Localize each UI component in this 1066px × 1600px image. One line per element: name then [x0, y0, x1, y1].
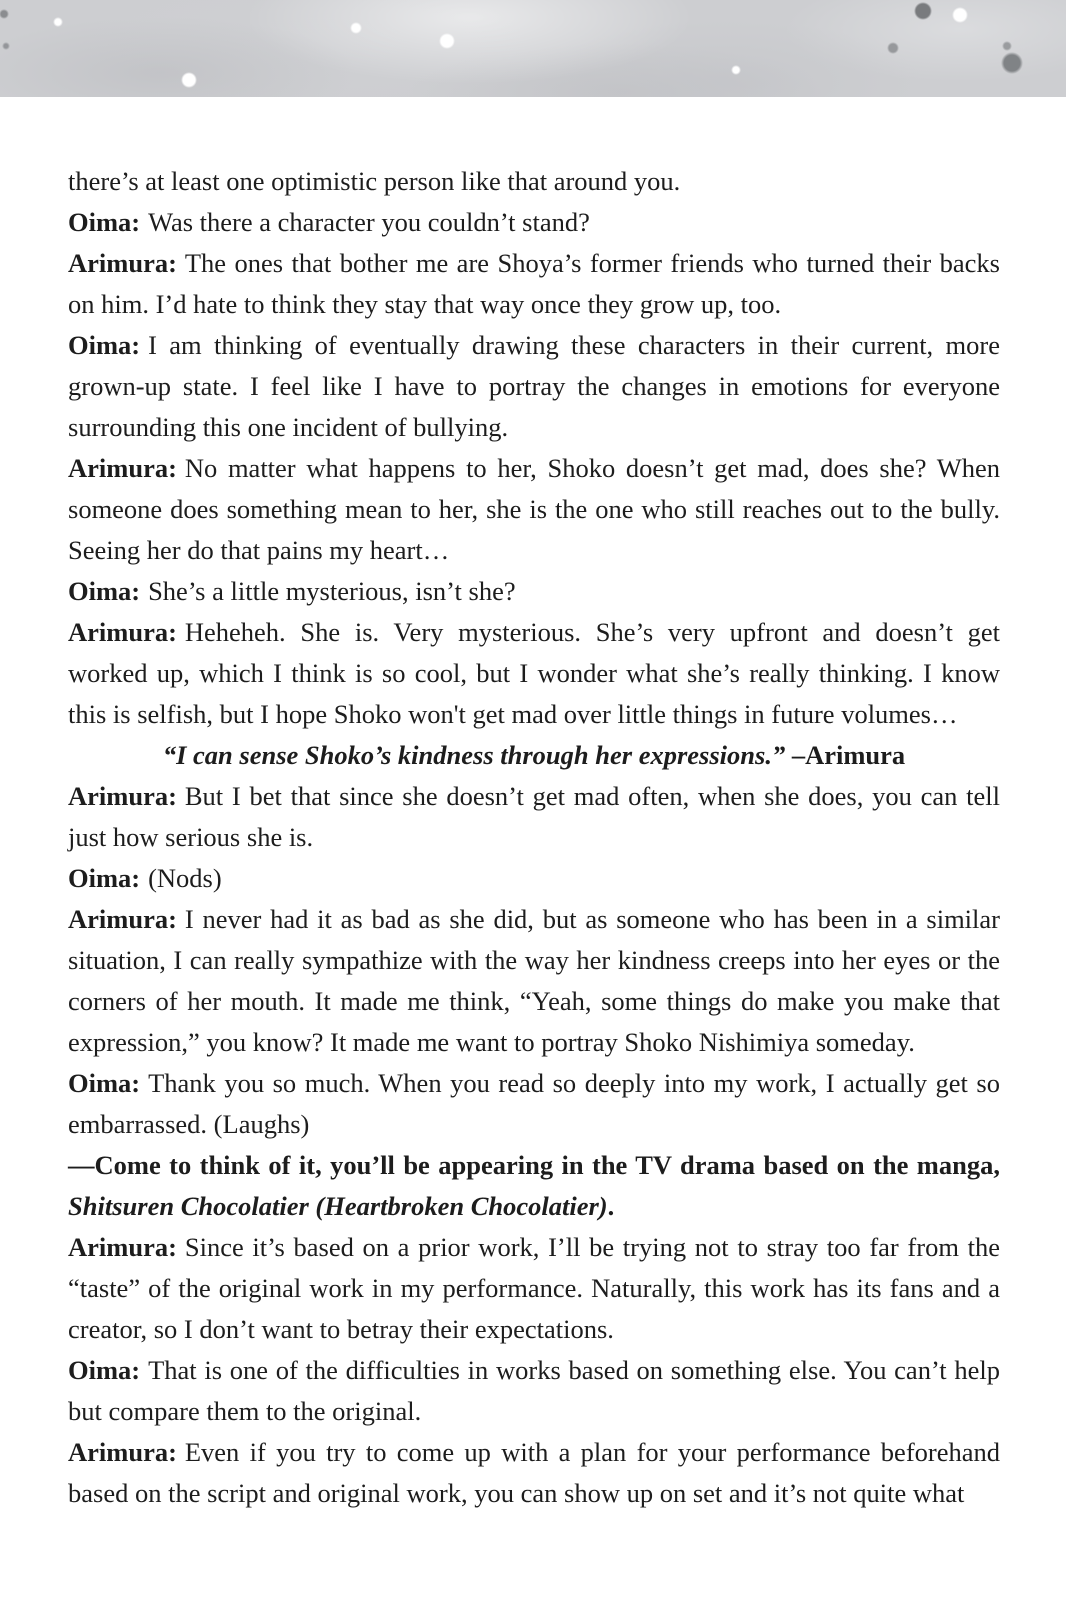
- speaker-name: Arimura:: [68, 1437, 177, 1467]
- pull-quote-text: “I can sense Shoko’s kindness through her expressions.”: [162, 740, 786, 770]
- dialogue-paragraph: [68, 1063, 1000, 1145]
- dialogue-text: That is one of the difficulties in works based on something else. You can’t help but compare them to the original.: [68, 1355, 1000, 1426]
- dialogue-paragraph: [68, 202, 1000, 243]
- speaker-name: Oima:: [68, 1068, 141, 1098]
- speaker-name: Arimura:: [68, 1232, 177, 1262]
- speaker-name: Arimura:: [68, 453, 177, 483]
- dialogue-text: Was there a character you couldn’t stand?: [148, 207, 590, 237]
- dialogue-paragraph: [68, 448, 1000, 571]
- dialogue-text: there’s at least one optimistic person like that around you.: [68, 166, 681, 196]
- speaker-name: Oima:: [68, 576, 141, 606]
- dialogue-paragraph: [68, 571, 1000, 612]
- dialogue-paragraph: [68, 612, 1000, 735]
- dialogue-text: Heheheh. She is. Very mysterious. She’s very upfront and doesn’t get worked up, which I think is so cool, but I wonder what she’s really thinking. I know this is selfish, but I hope Shoko won't get mad over little things in future volumes…: [68, 617, 1000, 729]
- dialogue-paragraph: [68, 858, 1000, 899]
- speaker-name: Oima:: [68, 207, 141, 237]
- speaker-name: Oima:: [68, 330, 141, 360]
- speaker-name: Arimura:: [68, 617, 177, 647]
- dialogue-paragraph: [68, 1227, 1000, 1350]
- work-title: Shitsuren Chocolatier (Heartbroken Chocolatier): [68, 1191, 608, 1221]
- dialogue-paragraph: [68, 161, 1000, 202]
- speaker-name: Arimura:: [68, 781, 177, 811]
- dialogue-paragraph: [68, 325, 1000, 448]
- dialogue-text: Since it’s based on a prior work, I’ll be trying not to stray too far from the “taste” of the original work in my performance. Naturally, this work has its fans and a creator, so I don’t want to betray their expectations.: [68, 1232, 1000, 1344]
- dialogue-text: The ones that bother me are Shoya’s former friends who turned their backs on him. I’d hate to think they stay that way once they grow up, too.: [68, 248, 1000, 319]
- dialogue-paragraph: [68, 1432, 1000, 1514]
- dialogue-text: She’s a little mysterious, isn’t she?: [148, 576, 516, 606]
- dialogue-paragraph: [68, 243, 1000, 325]
- dialogue-text: Thank you so much. When you read so deeply into my work, I actually get so embarrassed. (Laughs): [68, 1068, 1000, 1139]
- dialogue-text: (Nods): [148, 863, 222, 893]
- dialogue-text: I am thinking of eventually drawing these characters in their current, more grown-up state. I feel like I have to portray the changes in emotions for everyone surrounding this one incident of bullying.: [68, 330, 1000, 442]
- interview-text-column: [68, 161, 1000, 1514]
- speaker-name: Oima:: [68, 863, 141, 893]
- interviewer-question-lead: —Come to think of it, you’ll be appearing in the TV drama based on the manga,: [68, 1150, 1000, 1180]
- pull-quote: [68, 735, 1000, 776]
- pull-quote-attribution: –Arimura: [791, 740, 906, 770]
- dialogue-text: I never had it as bad as she did, but as someone who has been in a similar situation, I can really sympathize with the way her kindness creeps into her eyes or the corners of her mouth. It made me think, “Yeah, some things do make you make that expression,” you know? It made me want to portray Shoko Nishimiya someday.: [68, 904, 1000, 1057]
- speaker-name: Arimura:: [68, 248, 177, 278]
- speaker-name: Arimura:: [68, 904, 177, 934]
- dialogue-text: No matter what happens to her, Shoko doesn’t get mad, does she? When someone does something mean to her, she is the one who still reaches out to the bully. Seeing her do that pains my heart…: [68, 453, 1000, 565]
- interviewer-question-tail: .: [607, 1191, 615, 1221]
- dialogue-paragraph: [68, 776, 1000, 858]
- dialogue-paragraph: [68, 1350, 1000, 1432]
- dialogue-paragraph: [68, 899, 1000, 1063]
- speaker-name: Oima:: [68, 1355, 141, 1385]
- dialogue-text: Even if you try to come up with a plan for your performance beforehand based on the script and original work, you can show up on set and it’s not quite what: [68, 1437, 1000, 1508]
- dialogue-text: But I bet that since she doesn’t get mad often, when she does, you can tell just how serious she is.: [68, 781, 1000, 852]
- header-watercolor-texture: [0, 0, 1066, 97]
- interviewer-question: [68, 1145, 1000, 1227]
